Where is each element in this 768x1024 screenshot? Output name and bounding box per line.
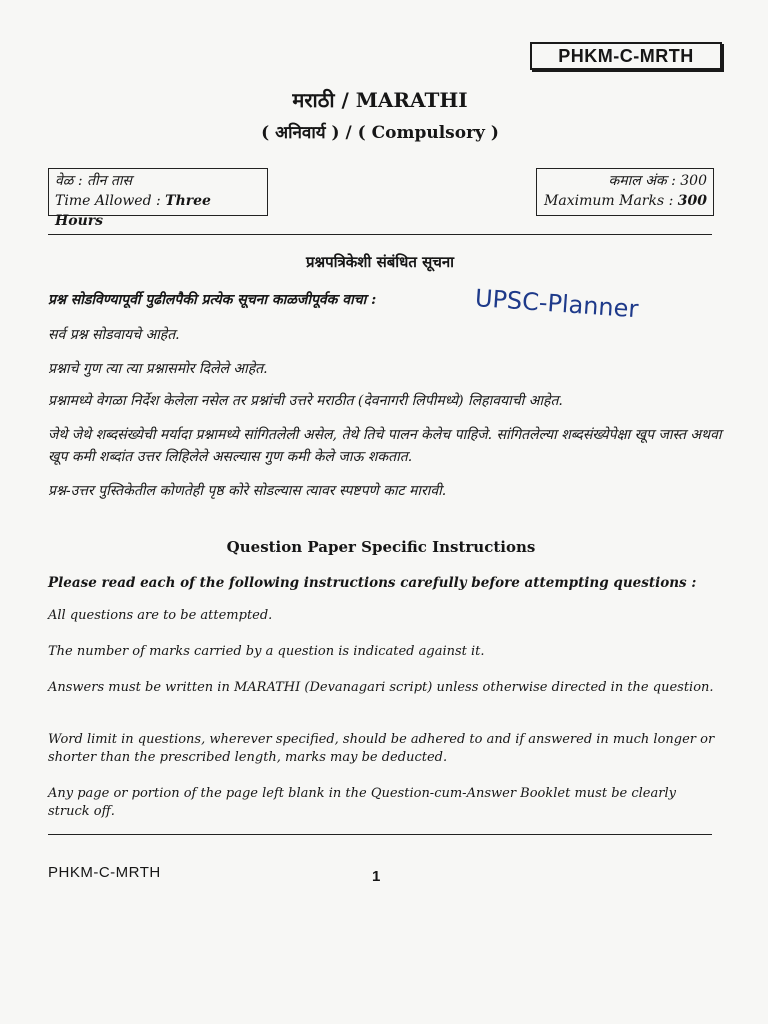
english-instructions-intro: Please read each of the following instructions carefully before attempting questions : <box>48 575 697 591</box>
bottom-divider <box>48 834 712 835</box>
english-instruction-item: All questions are to be attempted. <box>48 608 273 623</box>
top-divider <box>48 234 712 235</box>
english-instruction-item: Word limit in questions, wherever specified, should be adhered to and if answered in much longer or shorter than the prescribed length, marks may be deducted. <box>48 732 715 765</box>
maximum-marks-english <box>543 191 707 211</box>
time-allowed-value: Three Hours <box>55 193 211 229</box>
marathi-instruction-item: सर्व प्रश्न सोडवायचे आहेत. <box>48 327 180 343</box>
paper-title: मराठी / MARATHI <box>292 88 468 112</box>
handwritten-note: UPSC-Planner <box>474 284 640 324</box>
marathi-instruction-item: प्रश्नाचे गुण त्या त्या प्रश्नासमोर दिलेले आहेत. <box>48 361 268 377</box>
english-instructions-heading: Question Paper Specific Instructions <box>226 538 536 556</box>
maximum-marks-marathi: कमाल अंक : 300 <box>608 173 707 189</box>
english-instruction-item: Any page or portion of the page left blank in the Question-cum-Answer Booklet must be clearly struck off. <box>48 786 676 819</box>
marathi-instructions-intro: प्रश्न सोडविण्यापूर्वी पुढीलपैकी प्रत्येक सूचना काळजीपूर्वक वाचा : <box>48 292 377 308</box>
time-allowed-box <box>48 168 268 229</box>
marathi-instruction-item: प्रश्न-उत्तर पुस्तिकेतील कोणतेही पृष्ठ कोरे सोडल्यास त्यावर स्पष्टपणे काट मारावी. <box>48 483 447 499</box>
maximum-marks-label: Maximum Marks : <box>544 193 674 209</box>
footer-paper-code: PHKM-C-MRTH <box>48 864 161 881</box>
time-allowed-english <box>55 191 261 231</box>
english-instruction-item: The number of marks carried by a question is indicated against it. <box>48 644 485 659</box>
marathi-instructions-heading: प्रश्नपत्रिकेशी संबंधित सूचना <box>305 253 455 271</box>
paper-subtitle: ( अनिवार्य ) / ( Compulsory ) <box>261 123 499 143</box>
time-allowed-marathi: वेळ : तीन तास <box>55 173 132 189</box>
marathi-instruction-item: जेथे जेथे शब्दसंख्येची मर्यादा प्रश्नामध्ये सांगितलेली असेल, तेथे तिचे पालन केलेच पाहिजे. सांगितलेल्या शब्दसंख्येपेक्षा खूप जास्त अथवा खूप कमी शब्दांत उत्तर लिहिलेले असल्यास गुण कमी केले जाऊ शकतात. <box>48 427 722 465</box>
english-instruction-item: Answers must be written in MARATHI (Devanagari script) unless otherwise directed in the question. <box>48 680 714 695</box>
paper-code-box: PHKM-C-MRTH <box>530 42 722 70</box>
time-allowed-label: Time Allowed : <box>55 193 161 209</box>
maximum-marks-box <box>536 168 714 216</box>
maximum-marks-value: 300 <box>677 193 707 209</box>
marathi-instruction-item: प्रश्नामध्ये वेगळा निर्देश केलेला नसेल तर प्रश्नांची उत्तरे मराठीत (देवनागरी लिपीमध्ये) लिहावयाची आहेत. <box>48 393 563 409</box>
page-number: 1 <box>372 868 381 885</box>
